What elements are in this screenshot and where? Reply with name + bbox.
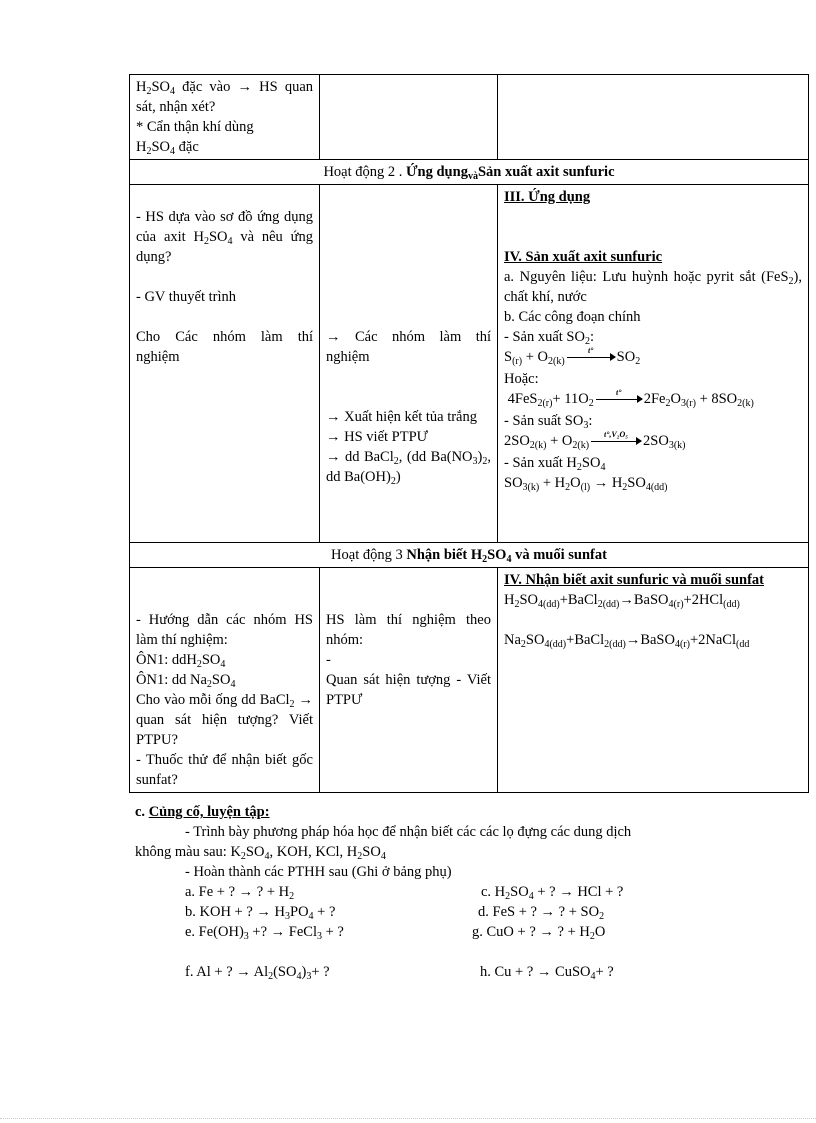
table-row bbox=[130, 185, 809, 543]
instruction-text: - GV thuyết trình bbox=[136, 289, 237, 305]
teacher-activity-cell bbox=[130, 185, 320, 543]
student-activity-cell bbox=[320, 185, 498, 543]
exercise-row bbox=[135, 882, 815, 902]
content-cell bbox=[498, 75, 809, 160]
table-row bbox=[130, 568, 809, 793]
equation-so3-h2o: $SO_{3(k)} + H_2O_{(l)} \to H_2SO_{4(dd)}$ bbox=[504, 475, 668, 493]
page-footer-divider bbox=[0, 1118, 816, 1119]
table-row bbox=[130, 75, 809, 160]
lesson-table bbox=[129, 74, 809, 793]
or-text: Hoặc: bbox=[504, 371, 539, 387]
exercise-g: g. CuO + ? → ? + $H_2O$ bbox=[472, 924, 606, 942]
activity-3-header: Hoạt động 3 Nhận biết $H_2SO_4$ và muối sunfat bbox=[130, 543, 809, 568]
exercise-c: c. $H_2SO_4$ + ? → HCl + ? bbox=[481, 884, 624, 902]
stages-text: b. Các công đoạn chính bbox=[504, 309, 641, 325]
task-1-text-cont: không màu sau: $K_2SO_4$, KOH, KCl, $H_2SO_4$ bbox=[135, 844, 386, 862]
teacher-activity-cell bbox=[130, 568, 320, 793]
student-text: → HS viết PTPƯ bbox=[326, 429, 428, 445]
instruction-text: $H_2SO_4$ đặc vào → HS quan sát, nhận xét? bbox=[136, 79, 314, 115]
exercise-e: e. $Fe(OH)_3$ +? → FeCl$_3$ + ? bbox=[185, 924, 344, 942]
exercise-row bbox=[135, 962, 815, 982]
exercise-f: f. Al + ? → $Al_2(SO_4)_3+$ ? bbox=[185, 964, 330, 982]
equation-fes2: $4FeS_{2(r)}+ 11O_2$ t° $2Fe_2O_{3(r)} + 8SO_{2(k)}$ bbox=[504, 389, 754, 409]
activity-2-header: Hoạt động 2 . Ứng dụng$_{và}$Sản xuất axit sunfuric bbox=[130, 160, 809, 185]
so2-title: - Sản xuất $SO_2$: bbox=[504, 329, 594, 347]
h2so4-title: - Sản xuất $H_2SO_4$ bbox=[504, 455, 606, 473]
instruction-text: - Thuốc thử để nhận biết gốc sunfat? bbox=[136, 752, 313, 788]
group2-text: ÔN1: dd $Na_2SO_4$ bbox=[136, 672, 236, 690]
consolidation-section bbox=[135, 802, 815, 982]
caution-text: * Cẩn thận khí dùng bbox=[136, 119, 254, 135]
teacher-activity-cell bbox=[130, 75, 320, 160]
instruction-text: Cho vào mỗi ống dd BaCl$_2$ → quan sát hiện tượng? Viết PTPU? bbox=[136, 692, 313, 748]
section-identification-title: IV. Nhận biết axit sunfuric và muối sunfat bbox=[504, 572, 764, 588]
reaction-arrow: t°,V₂O₅ bbox=[591, 441, 641, 442]
table-row bbox=[130, 160, 809, 185]
student-text: HS làm thí nghiệm theo nhóm: bbox=[326, 612, 491, 648]
exercise-a: a. Fe + ? → ? + $H_2$ bbox=[185, 884, 295, 902]
student-text: → Các nhóm làm thí nghiệm bbox=[326, 329, 491, 365]
section-production-title: IV. Sản xuất axit sunfuric bbox=[504, 249, 663, 265]
table-row bbox=[130, 543, 809, 568]
caution-text-end: $H_2SO_4$ đặc bbox=[136, 139, 199, 157]
reaction-arrow: t° bbox=[596, 399, 642, 400]
raw-materials-text: a. Nguyên liệu: Lưu huỳnh hoặc pyrit sắt (FeS$_2$), chất khí, nước bbox=[504, 269, 802, 305]
student-text: → dd BaCl$_2$, (dd $Ba(NO_3)_2$, dd $Ba(OH)_2$) bbox=[326, 449, 491, 487]
instruction-text: - HS dựa vào sơ đồ ứng dụng của axit $H_2SO_4$ và nêu ứng dụng? bbox=[136, 209, 313, 265]
so3-title: - Sản suất $SO_3$: bbox=[504, 413, 593, 431]
equation-h2so4-bacl2: $H_2SO_{4(dd)}+BaCl_{2(dd)}\to BaSO_{4(r)}+2HCl_{(dd)}$ bbox=[504, 592, 740, 610]
student-text: Quan sát hiện tượng - Viết PTPƯ bbox=[326, 672, 491, 708]
exercise-row bbox=[135, 922, 815, 942]
exercise-h: h. Cu + ? → CuSO$_4$+ ? bbox=[480, 964, 614, 982]
content-cell bbox=[498, 185, 809, 543]
reaction-arrow: t° bbox=[567, 357, 615, 358]
exercise-row bbox=[135, 902, 815, 922]
instruction-text: Cho Các nhóm làm thí nghiệm bbox=[136, 329, 313, 365]
equation-so2-o2: $2SO_{2(k)} + O_{2(k)}$ t°,V₂O₅ $2SO_{3(k)}$ bbox=[504, 431, 686, 451]
student-activity-cell bbox=[320, 568, 498, 793]
task-1-text: - Trình bày phương pháp hóa học để nhận biết các các lọ đựng các dung dịch bbox=[185, 824, 632, 840]
instruction-text: - Hướng dẫn các nhóm HS làm thí nghiệm: bbox=[136, 612, 313, 648]
task-2-text: - Hoàn thành các PTHH sau (Ghi ở bảng phụ) bbox=[185, 864, 452, 880]
content-cell bbox=[498, 568, 809, 793]
exercise-d: d. FeS + ? → ? + $SO_2$ bbox=[478, 904, 605, 922]
exercise-b: b. KOH + ? → $H_3PO_4$ + ? bbox=[185, 904, 336, 922]
equation-na2so4-bacl2: $Na_2SO_{4(dd)}+BaCl_{2(dd)}\to BaSO_{4(r)}+2NaCl_{(dd}$ bbox=[504, 632, 750, 650]
section-applications-title: III. Ứng dụng bbox=[504, 189, 591, 205]
group1-text: ÔN1: $ddH_2SO_4$ bbox=[136, 652, 226, 670]
equation-s-o2: $S_{(r)} + O_{2(k)}$ t° $SO_2$ bbox=[504, 347, 641, 367]
student-text: → Xuất hiện kết tủa trắng bbox=[326, 409, 477, 425]
student-text: - bbox=[326, 652, 331, 668]
student-activity-cell bbox=[320, 75, 498, 160]
consolidation-title: c. Củng cố, luyện tập: bbox=[135, 804, 270, 820]
